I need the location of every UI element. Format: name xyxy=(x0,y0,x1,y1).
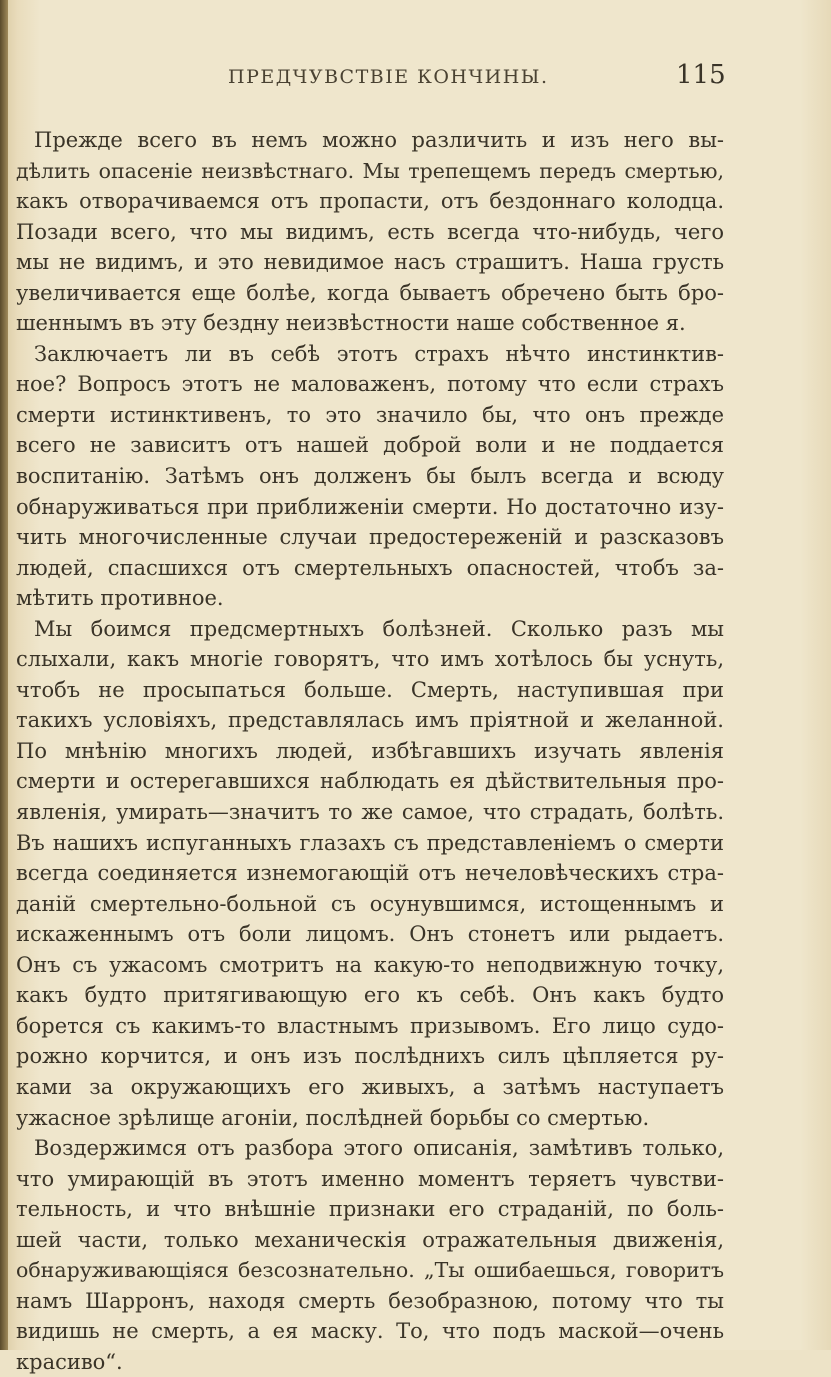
text-line: явленія, умирать—значитъ то же самое, что страдать, болѣть. xyxy=(16,800,724,825)
text-line: воспитанію. Затѣмъ онъ долженъ бы былъ всегда и всюду xyxy=(16,464,724,489)
text-line: видишь не смерть, а ея маску. То, что подъ маской—очень xyxy=(16,1319,724,1344)
text-line: рожно корчится, и онъ изъ послѣднихъ силъ цѣпляется ру- xyxy=(16,1044,724,1069)
text-line: слыхали, какъ многіе говорятъ, что имъ хотѣлось бы уснуть, xyxy=(16,647,724,672)
text-line: какъ будто притягивающую его къ себѣ. Онъ какъ будто xyxy=(16,983,724,1008)
text-line: шеннымъ въ эту бездну неизвѣстности наше собственное я. xyxy=(16,311,686,336)
text-line: Прежде всего въ немъ можно различить и изъ него вы- xyxy=(34,128,724,152)
text-line: всегда соединяется изнемогающій отъ нечеловѣческихъ стра- xyxy=(16,861,724,886)
text-line: чтобъ не просыпаться больше. Смерть, наступившая при xyxy=(16,677,724,702)
text-line: тельность, и что внѣшніе признаки его страданій, по боль- xyxy=(16,1197,724,1222)
page-header xyxy=(0,60,831,96)
text-line: что умирающій въ этотъ именно моментъ теряетъ чувстви- xyxy=(16,1166,724,1191)
running-title: ПРЕДЧУВСТВІЕ КОНЧИНЫ. xyxy=(228,66,549,88)
text-line: шей части, только механическія отражательныя движенія, xyxy=(16,1227,724,1252)
text-line: всего не зависитъ отъ нашей доброй воли и не поддается xyxy=(16,433,724,458)
text-line: чить многочисленные случаи предостереженій и разсказовъ xyxy=(16,525,724,550)
text-line: красиво“. xyxy=(16,1349,123,1374)
text-line: намъ Шарронъ, находя смерть безобразною, потому что ты xyxy=(16,1288,724,1313)
text-line: даній смертельно-больной съ осунувшимся, истощеннымъ и xyxy=(16,891,724,916)
text-line: Заключаетъ ли въ себѣ этотъ страхъ нѣчто инстинктив- xyxy=(34,341,724,366)
text-line: какъ отворачиваемся отъ пропасти, отъ бездоннаго колодца. xyxy=(16,189,724,214)
page-number: 115 xyxy=(676,60,726,90)
text-line: мѣтить противное. xyxy=(16,586,224,611)
text-line: смерти и остерегавшихся наблюдать ея дѣйствительныя про- xyxy=(16,769,724,794)
text-line: обнаруживаться при приближеніи смерти. Но достаточно изу- xyxy=(16,494,724,519)
text-line: ужасное зрѣлище агоніи, послѣдней борьбы со смертью. xyxy=(16,1105,650,1130)
text-line: Воздержимся отъ разбора этого описанія, замѣтивъ только, xyxy=(34,1136,724,1161)
text-line: ное? Вопросъ этотъ не маловаженъ, потому что если страхъ xyxy=(16,372,724,397)
text-line: борется съ какимъ-то властнымъ призывомъ. Его лицо судо- xyxy=(16,1013,724,1038)
text-line: Онъ съ ужасомъ смотритъ на какую-то неподвижную точку, xyxy=(16,952,724,977)
text-line: смерти истинктивенъ, то это значило бы, что онъ прежде xyxy=(16,402,724,427)
text-line: ками за окружающихъ его живыхъ, а затѣмъ наступаетъ xyxy=(16,1074,724,1099)
text-line: По мнѣнію многихъ людей, избѣгавшихъ изучать явленія xyxy=(16,738,724,763)
text-line: Позади всего, что мы видимъ, есть всегда что-нибудь, чего xyxy=(16,219,724,244)
text-line: дѣлить опасеніе неизвѣстнаго. Мы трепещемъ передъ смертью, xyxy=(16,158,724,183)
book-spine-edge xyxy=(0,0,8,1350)
text-line: такихъ условіяхъ, представлялась имъ пріятной и желанной. xyxy=(16,708,724,733)
text-line: увеличивается еще болѣе, когда бываетъ обречено быть бро- xyxy=(16,280,724,305)
text-line: мы не видимъ, и это невидимое насъ страшитъ. Наша грусть xyxy=(16,250,724,275)
text-line: обнаруживающіяся безсознательно. „Ты ошибаешься, говоритъ xyxy=(16,1258,724,1283)
text-line: Въ нашихъ испуганныхъ глазахъ съ представленіемъ о смерти xyxy=(16,830,724,855)
text-line: искаженнымъ отъ боли лицомъ. Онъ стонетъ или рыдаетъ. xyxy=(16,922,724,947)
body-text xyxy=(16,125,724,1377)
text-line: Мы боимся предсмертныхъ болѣзней. Сколько разъ мы xyxy=(34,616,724,641)
text-line: людей, спасшихся отъ смертельныхъ опасностей, чтобъ за- xyxy=(16,555,724,580)
